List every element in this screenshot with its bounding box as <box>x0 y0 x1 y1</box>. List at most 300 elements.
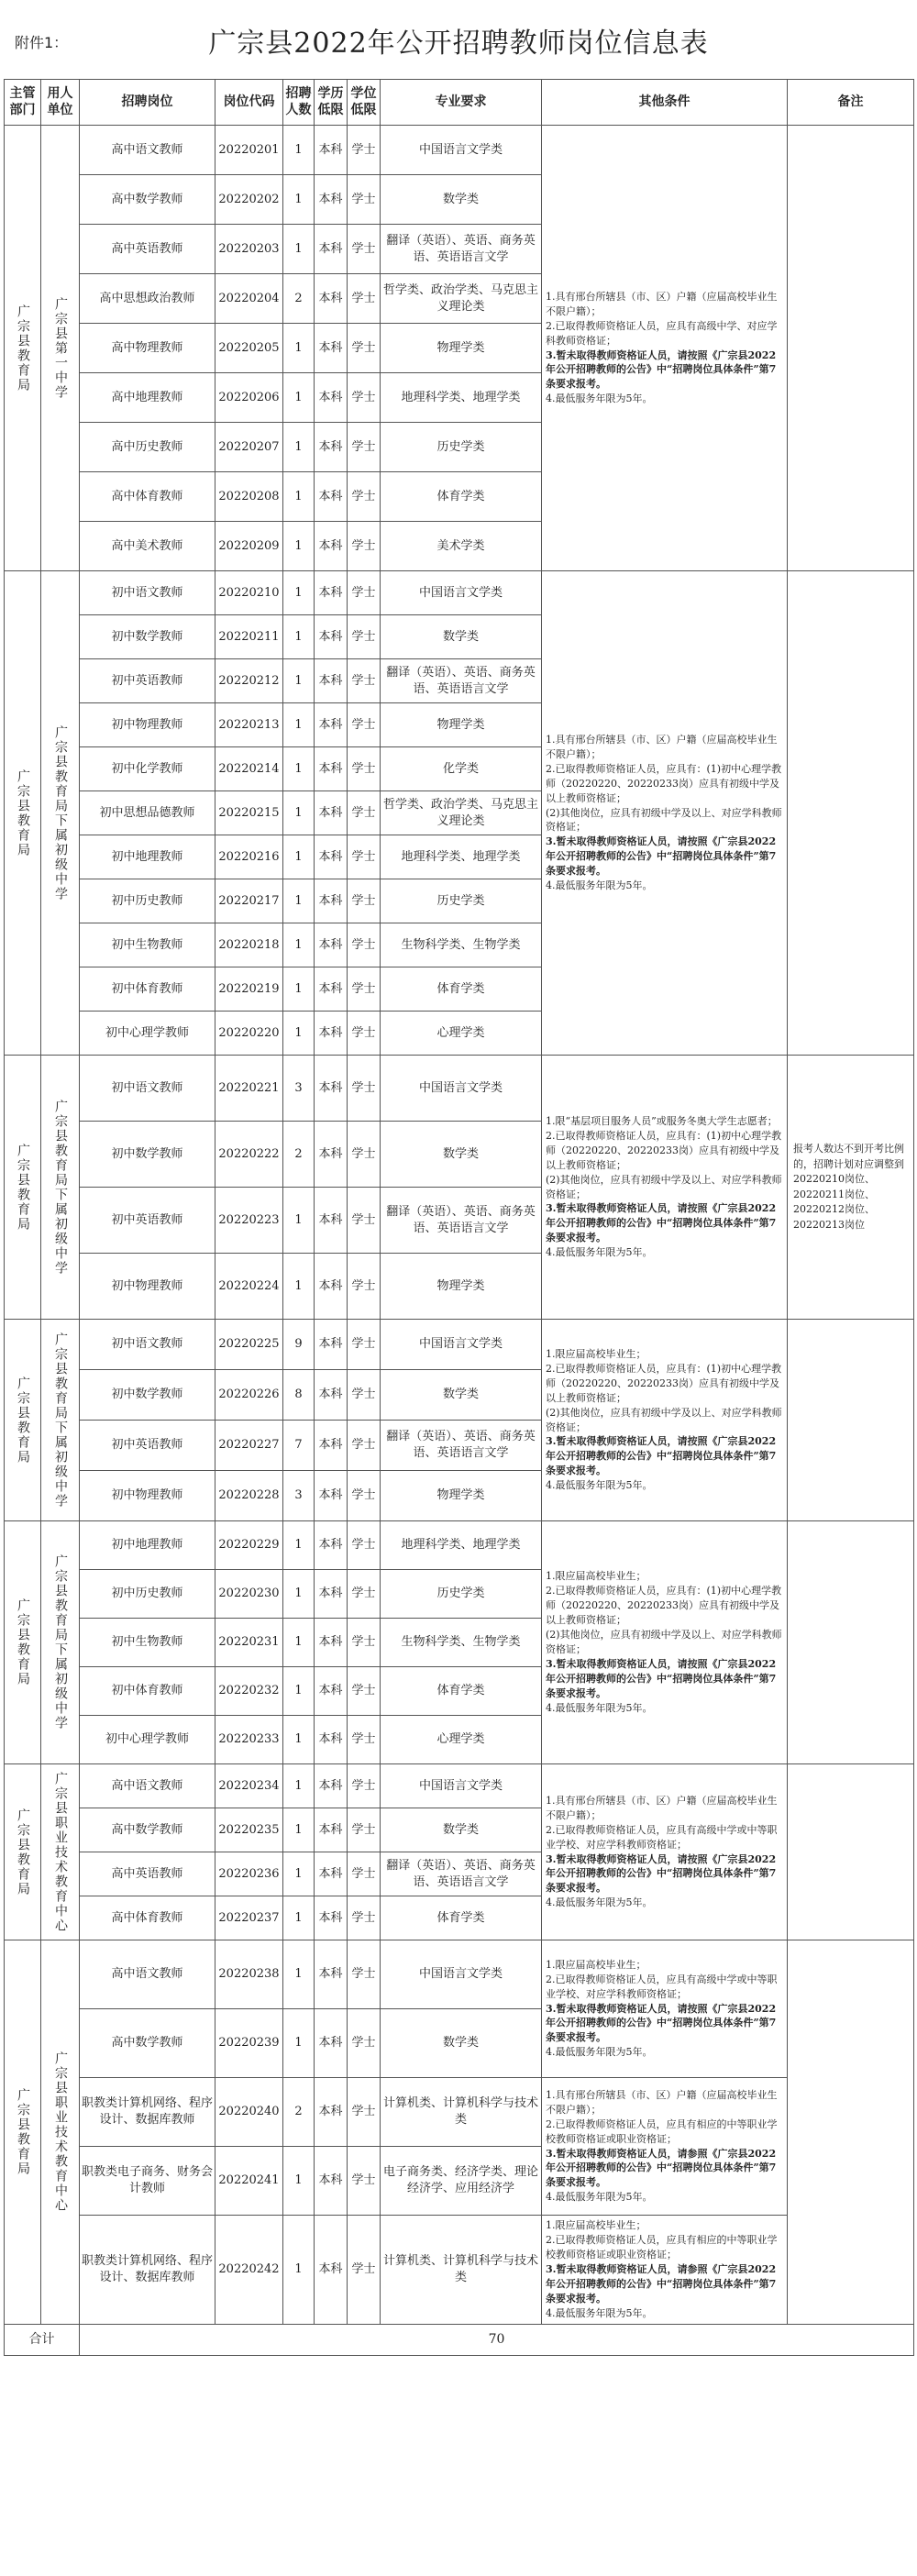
major-cell: 翻译（英语）、英语、商务英语、英语语言文学 <box>381 225 542 274</box>
condition-line: 4.最低服务年限为5年。 <box>546 1896 653 1909</box>
condition-line: 4.最低服务年限为5年。 <box>546 2191 653 2204</box>
deg-cell: 学士 <box>348 2216 381 2325</box>
post-cell: 高中体育教师 <box>80 1896 215 1940</box>
condition-cell <box>542 1056 788 1320</box>
condition-line: (2)其他岗位，应具有初级中学及以上、对应学科教师资格证； <box>546 806 782 834</box>
unit-cell <box>41 1521 80 1764</box>
dept-cell <box>5 571 41 1056</box>
condition-line: 3.暂未取得教师资格证人员，请参照《广宗县2022年公开招聘教师的公告》中“招聘岗位具体条件”第7条要求报考。 <box>546 2147 777 2189</box>
edu-cell: 本科 <box>315 835 348 879</box>
num-cell: 2 <box>283 1122 315 1188</box>
deg-cell: 学士 <box>348 373 381 423</box>
code-cell: 20220218 <box>215 923 283 967</box>
header-num: 招聘人数 <box>283 80 315 126</box>
deg-cell: 学士 <box>348 615 381 659</box>
note-cell <box>788 126 914 571</box>
recruitment-table <box>4 79 914 2356</box>
num-cell: 1 <box>283 225 315 274</box>
code-cell: 20220225 <box>215 1320 283 1370</box>
condition-cell <box>542 571 788 1056</box>
edu-cell: 本科 <box>315 2147 348 2216</box>
edu-cell: 本科 <box>315 1896 348 1940</box>
post-cell: 高中美术教师 <box>80 522 215 571</box>
post-cell: 高中体育教师 <box>80 472 215 522</box>
num-cell: 1 <box>283 2147 315 2216</box>
num-cell: 1 <box>283 1940 315 2009</box>
condition-cell <box>542 2078 788 2216</box>
major-cell: 中国语言文学类 <box>381 571 542 615</box>
post-cell: 高中物理教师 <box>80 324 215 373</box>
condition-line: 2.已取得教师资格证人员，应具有高级中学或中等职业学校、对应学科教师资格证； <box>546 1973 778 2000</box>
code-cell: 20220234 <box>215 1764 283 1808</box>
edu-cell: 本科 <box>315 2078 348 2147</box>
num-cell: 1 <box>283 703 315 747</box>
num-cell: 1 <box>283 615 315 659</box>
condition-line: 1.具有邢台所辖县（市、区）户籍（应届高校毕业生不限户籍）； <box>546 2088 778 2116</box>
code-cell: 20220236 <box>215 1852 283 1896</box>
code-cell: 20220213 <box>215 703 283 747</box>
edu-cell: 本科 <box>315 1421 348 1471</box>
post-cell: 初中历史教师 <box>80 879 215 923</box>
code-cell: 20220209 <box>215 522 283 571</box>
deg-cell: 学士 <box>348 1254 381 1320</box>
major-cell: 翻译（英语）、英语、商务英语、英语语言文学 <box>381 659 542 703</box>
table-row <box>5 1764 914 1808</box>
table-row <box>5 1940 914 2009</box>
dept-text: 广宗县教育局 <box>15 1808 30 1896</box>
header-note: 备注 <box>788 80 914 126</box>
condition-line: 4.最低服务年限为5年。 <box>546 2306 653 2319</box>
edu-cell: 本科 <box>315 1619 348 1667</box>
code-cell: 20220231 <box>215 1619 283 1667</box>
header-code: 岗位代码 <box>215 80 283 126</box>
attachment-label: 附件1： <box>15 34 69 51</box>
edu-cell: 本科 <box>315 1188 348 1254</box>
major-cell: 数学类 <box>381 1808 542 1852</box>
major-cell: 体育学类 <box>381 472 542 522</box>
num-cell: 1 <box>283 2009 315 2078</box>
edu-cell: 本科 <box>315 522 348 571</box>
code-cell: 20220224 <box>215 1254 283 1320</box>
deg-cell: 学士 <box>348 1619 381 1667</box>
major-cell: 心理学类 <box>381 1716 542 1764</box>
edu-cell: 本科 <box>315 225 348 274</box>
major-cell: 中国语言文学类 <box>381 1940 542 2009</box>
code-cell: 20220238 <box>215 1940 283 2009</box>
num-cell: 1 <box>283 1570 315 1619</box>
deg-cell: 学士 <box>348 967 381 1012</box>
major-cell: 翻译（英语）、英语、商务英语、英语语言文学 <box>381 1188 542 1254</box>
edu-cell: 本科 <box>315 1012 348 1056</box>
condition-line: 4.最低服务年限为5年。 <box>546 1479 653 1492</box>
num-cell: 1 <box>283 659 315 703</box>
dept-cell <box>5 1521 41 1764</box>
condition-line: 2.已取得教师资格证人员，应具有：(1)初中心理学教师（20220220、20220233岗）应具有初级中学及以上教师资格证； <box>546 1362 782 1404</box>
deg-cell: 学士 <box>348 2147 381 2216</box>
edu-cell: 本科 <box>315 2216 348 2325</box>
major-cell: 地理科学类、地理学类 <box>381 373 542 423</box>
major-cell: 历史学类 <box>381 423 542 472</box>
edu-cell: 本科 <box>315 1471 348 1521</box>
deg-cell: 学士 <box>348 879 381 923</box>
condition-line: 3.暂未取得教师资格证人员，请按照《广宗县2022年公开招聘教师的公告》中“招聘岗位具体条件”第7条要求报考。 <box>546 1202 777 1244</box>
edu-cell: 本科 <box>315 175 348 225</box>
edu-cell: 本科 <box>315 703 348 747</box>
post-cell: 职教类计算机网络、程序设计、数据库教师 <box>80 2078 215 2147</box>
table-row <box>5 1320 914 1370</box>
dept-text: 广宗县教育局 <box>15 1143 30 1232</box>
dept-text: 广宗县教育局 <box>15 2087 30 2176</box>
edu-cell: 本科 <box>315 879 348 923</box>
post-cell: 初中物理教师 <box>80 1471 215 1521</box>
major-cell: 体育学类 <box>381 1667 542 1716</box>
code-cell: 20220214 <box>215 747 283 791</box>
num-cell: 1 <box>283 324 315 373</box>
deg-cell: 学士 <box>348 659 381 703</box>
deg-cell: 学士 <box>348 522 381 571</box>
edu-cell: 本科 <box>315 1940 348 2009</box>
table-row <box>5 571 914 615</box>
deg-cell: 学士 <box>348 1056 381 1122</box>
dept-cell <box>5 1940 41 2325</box>
major-cell: 数学类 <box>381 175 542 225</box>
major-cell: 数学类 <box>381 615 542 659</box>
condition-line: 1.具有邢台所辖县（市、区）户籍（应届高校毕业生不限户籍）； <box>546 733 778 760</box>
edu-cell: 本科 <box>315 571 348 615</box>
num-cell: 1 <box>283 2216 315 2325</box>
header-cond: 其他条件 <box>542 80 788 126</box>
post-cell: 高中数学教师 <box>80 2009 215 2078</box>
note-cell <box>788 1320 914 1521</box>
edu-cell: 本科 <box>315 1370 348 1421</box>
dept-text: 广宗县教育局 <box>15 304 30 392</box>
code-cell: 20220239 <box>215 2009 283 2078</box>
edu-cell: 本科 <box>315 1716 348 1764</box>
edu-cell: 本科 <box>315 1056 348 1122</box>
edu-cell: 本科 <box>315 126 348 175</box>
condition-cell <box>542 126 788 571</box>
header-edu: 学历低限 <box>315 80 348 126</box>
num-cell: 1 <box>283 1012 315 1056</box>
code-cell: 20220242 <box>215 2216 283 2325</box>
code-cell: 20220223 <box>215 1188 283 1254</box>
major-cell: 电子商务类、经济学类、理论经济学、应用经济学 <box>381 2147 542 2216</box>
deg-cell: 学士 <box>348 1852 381 1896</box>
num-cell: 1 <box>283 1254 315 1320</box>
edu-cell: 本科 <box>315 1320 348 1370</box>
post-cell: 初中心理学教师 <box>80 1012 215 1056</box>
condition-line: 3.暂未取得教师资格证人员，请按照《广宗县2022年公开招聘教师的公告》中“招聘岗位具体条件”第7条要求报考。 <box>546 1657 777 1699</box>
major-cell: 数学类 <box>381 1370 542 1421</box>
condition-line: (2)其他岗位，应具有初级中学及以上、对应学科教师资格证； <box>546 1629 782 1655</box>
edu-cell: 本科 <box>315 423 348 472</box>
page-title: 广宗县2022年公开招聘教师岗位信息表 <box>208 28 709 60</box>
edu-cell: 本科 <box>315 967 348 1012</box>
deg-cell: 学士 <box>348 1370 381 1421</box>
post-cell: 初中英语教师 <box>80 1421 215 1471</box>
post-cell: 初中地理教师 <box>80 1521 215 1570</box>
post-cell: 初中体育教师 <box>80 1667 215 1716</box>
edu-cell: 本科 <box>315 615 348 659</box>
post-cell: 高中数学教师 <box>80 1808 215 1852</box>
post-cell: 初中英语教师 <box>80 1188 215 1254</box>
code-cell: 20220215 <box>215 791 283 835</box>
condition-line: (2)其他岗位，应具有初级中学及以上、对应学科教师资格证； <box>546 1173 782 1200</box>
deg-cell: 学士 <box>348 126 381 175</box>
dept-text: 广宗县教育局 <box>15 768 30 857</box>
condition-line: 1.限“基层项目服务人员”或服务冬奥大学生志愿者； <box>546 1114 778 1127</box>
condition-line: 1.限应届高校毕业生； <box>546 1347 646 1360</box>
major-cell: 历史学类 <box>381 1570 542 1619</box>
deg-cell: 学士 <box>348 1808 381 1852</box>
unit-text: 广宗县职业技术教育中心 <box>52 2051 68 2213</box>
major-cell: 地理科学类、地理学类 <box>381 1521 542 1570</box>
major-cell: 化学类 <box>381 747 542 791</box>
deg-cell: 学士 <box>348 1012 381 1056</box>
post-cell: 初中数学教师 <box>80 1370 215 1421</box>
edu-cell: 本科 <box>315 1254 348 1320</box>
dept-cell <box>5 1056 41 1320</box>
post-cell: 初中物理教师 <box>80 1254 215 1320</box>
post-cell: 初中化学教师 <box>80 747 215 791</box>
unit-cell <box>41 1056 80 1320</box>
condition-cell <box>542 1764 788 1940</box>
total-row <box>5 2324 914 2355</box>
unit-text: 广宗县职业技术教育中心 <box>52 1771 68 1933</box>
deg-cell: 学士 <box>348 423 381 472</box>
post-cell: 初中生物教师 <box>80 923 215 967</box>
edu-cell: 本科 <box>315 2009 348 2078</box>
header-unit: 用人单位 <box>41 80 80 126</box>
unit-text: 广宗县第一中学 <box>52 296 68 400</box>
post-cell: 高中语文教师 <box>80 1940 215 2009</box>
post-cell: 初中物理教师 <box>80 703 215 747</box>
num-cell: 7 <box>283 1421 315 1471</box>
code-cell: 20220220 <box>215 1012 283 1056</box>
edu-cell: 本科 <box>315 1667 348 1716</box>
major-cell: 物理学类 <box>381 703 542 747</box>
condition-line: 3.暂未取得教师资格证人员，请参照《广宗县2022年公开招聘教师的公告》中“招聘岗位具体条件”第7条要求报考。 <box>546 2262 777 2305</box>
code-cell: 20220235 <box>215 1808 283 1852</box>
condition-cell <box>542 1320 788 1521</box>
major-cell: 体育学类 <box>381 967 542 1012</box>
deg-cell: 学士 <box>348 225 381 274</box>
deg-cell: 学士 <box>348 835 381 879</box>
condition-line: 1.具有邢台所辖县（市、区）户籍（应届高校毕业生不限户籍）； <box>546 290 778 317</box>
dept-cell <box>5 126 41 571</box>
table-row <box>5 126 914 175</box>
condition-line: 4.最低服务年限为5年。 <box>546 1701 653 1714</box>
note-cell: 报考人数达不到开考比例的，招聘计划对应调整到20220210岗位、20220211岗位、20220212岗位、20220213岗位 <box>788 1056 914 1320</box>
post-cell: 高中历史教师 <box>80 423 215 472</box>
edu-cell: 本科 <box>315 274 348 324</box>
post-cell: 高中数学教师 <box>80 175 215 225</box>
num-cell: 3 <box>283 1056 315 1122</box>
num-cell: 2 <box>283 2078 315 2147</box>
num-cell: 1 <box>283 571 315 615</box>
post-cell: 高中地理教师 <box>80 373 215 423</box>
table-row <box>5 1056 914 1122</box>
condition-line: 4.最低服务年限为5年。 <box>546 879 653 892</box>
code-cell: 20220217 <box>215 879 283 923</box>
code-cell: 20220201 <box>215 126 283 175</box>
major-cell: 计算机类、计算机科学与技术类 <box>381 2216 542 2325</box>
dept-text: 广宗县教育局 <box>15 1376 30 1465</box>
num-cell: 8 <box>283 1370 315 1421</box>
code-cell: 20220205 <box>215 324 283 373</box>
code-cell: 20220232 <box>215 1667 283 1716</box>
table-row <box>5 2216 914 2325</box>
major-cell: 物理学类 <box>381 324 542 373</box>
post-cell: 高中英语教师 <box>80 225 215 274</box>
major-cell: 物理学类 <box>381 1254 542 1320</box>
code-cell: 20220221 <box>215 1056 283 1122</box>
num-cell: 1 <box>283 1619 315 1667</box>
note-cell <box>788 1764 914 1940</box>
deg-cell: 学士 <box>348 1471 381 1521</box>
condition-line: 3.暂未取得教师资格证人员，请按照《广宗县2022年公开招聘教师的公告》中“招聘岗位具体条件”第7条要求报考。 <box>546 835 777 878</box>
condition-line: 2.已取得教师资格证人员，应具有相应的中等职业学校教师资格证或职业资格证； <box>546 2233 778 2261</box>
code-cell: 20220210 <box>215 571 283 615</box>
condition-line: 2.已取得教师资格证人员，应具有高级中学或中等职业学校、对应学科教师资格证； <box>546 1823 778 1851</box>
unit-cell <box>41 571 80 1056</box>
post-cell: 初中心理学教师 <box>80 1716 215 1764</box>
num-cell: 1 <box>283 835 315 879</box>
header-post: 招聘岗位 <box>80 80 215 126</box>
post-cell: 初中英语教师 <box>80 659 215 703</box>
post-cell: 初中语文教师 <box>80 1056 215 1122</box>
condition-line: 2.已取得教师资格证人员，应具有：(1)初中心理学教师（20220220、20220233岗）应具有初级中学及以上教师资格证； <box>546 762 782 804</box>
edu-cell: 本科 <box>315 373 348 423</box>
note-cell <box>788 1940 914 2325</box>
deg-cell: 学士 <box>348 571 381 615</box>
deg-cell: 学士 <box>348 791 381 835</box>
unit-cell <box>41 1320 80 1521</box>
major-cell: 美术学类 <box>381 522 542 571</box>
condition-line: 2.已取得教师资格证人员，应具有高级中学、对应学科教师资格证； <box>546 319 778 347</box>
deg-cell: 学士 <box>348 175 381 225</box>
code-cell: 20220202 <box>215 175 283 225</box>
major-cell: 物理学类 <box>381 1471 542 1521</box>
num-cell: 1 <box>283 1764 315 1808</box>
condition-line: 1.限应届高校毕业生； <box>546 2219 646 2231</box>
code-cell: 20220240 <box>215 2078 283 2147</box>
major-cell: 生物科学类、生物学类 <box>381 1619 542 1667</box>
num-cell: 1 <box>283 126 315 175</box>
post-cell: 初中体育教师 <box>80 967 215 1012</box>
deg-cell: 学士 <box>348 703 381 747</box>
post-cell: 高中思想政治教师 <box>80 274 215 324</box>
deg-cell: 学士 <box>348 1188 381 1254</box>
num-cell: 9 <box>283 1320 315 1370</box>
major-cell: 翻译（英语）、英语、商务英语、英语语言文学 <box>381 1852 542 1896</box>
code-cell: 20220212 <box>215 659 283 703</box>
code-cell: 20220206 <box>215 373 283 423</box>
num-cell: 1 <box>283 747 315 791</box>
code-cell: 20220237 <box>215 1896 283 1940</box>
num-cell: 1 <box>283 923 315 967</box>
code-cell: 20220226 <box>215 1370 283 1421</box>
unit-cell <box>41 1764 80 1940</box>
code-cell: 20220207 <box>215 423 283 472</box>
num-cell: 1 <box>283 175 315 225</box>
post-cell: 初中历史教师 <box>80 1570 215 1619</box>
post-cell: 初中数学教师 <box>80 615 215 659</box>
edu-cell: 本科 <box>315 747 348 791</box>
edu-cell: 本科 <box>315 472 348 522</box>
unit-text: 广宗县教育局下属初级中学 <box>52 1554 68 1730</box>
major-cell: 地理科学类、地理学类 <box>381 835 542 879</box>
post-cell: 职教类计算机网络、程序设计、数据库教师 <box>80 2216 215 2325</box>
edu-cell: 本科 <box>315 1764 348 1808</box>
code-cell: 20220222 <box>215 1122 283 1188</box>
condition-cell <box>542 1521 788 1764</box>
total-label: 合计 <box>5 2324 80 2355</box>
deg-cell: 学士 <box>348 274 381 324</box>
major-cell: 体育学类 <box>381 1896 542 1940</box>
post-cell: 初中语文教师 <box>80 1320 215 1370</box>
condition-line: 2.已取得教师资格证人员，应具有相应的中等职业学校教师资格证或职业资格证； <box>546 2117 778 2145</box>
condition-line: 3.暂未取得教师资格证人员，请按照《广宗县2022年公开招聘教师的公告》中“招聘岗位具体条件”第7条要求报考。 <box>546 1852 777 1895</box>
deg-cell: 学士 <box>348 1320 381 1370</box>
num-cell: 1 <box>283 791 315 835</box>
deg-cell: 学士 <box>348 747 381 791</box>
condition-line: 1.限应届高校毕业生； <box>546 1570 646 1583</box>
post-cell: 初中思想品德教师 <box>80 791 215 835</box>
condition-line: 3.暂未取得教师资格证人员，请按照《广宗县2022年公开招聘教师的公告》中“招聘岗位具体条件”第7条要求报考。 <box>546 1435 777 1477</box>
condition-line: 4.最低服务年限为5年。 <box>546 2046 653 2059</box>
num-cell: 1 <box>283 522 315 571</box>
edu-cell: 本科 <box>315 1122 348 1188</box>
post-cell: 高中语文教师 <box>80 126 215 175</box>
num-cell: 1 <box>283 423 315 472</box>
edu-cell: 本科 <box>315 1852 348 1896</box>
num-cell: 1 <box>283 1808 315 1852</box>
major-cell: 中国语言文学类 <box>381 1056 542 1122</box>
deg-cell: 学士 <box>348 2078 381 2147</box>
edu-cell: 本科 <box>315 1808 348 1852</box>
major-cell: 翻译（英语）、英语、商务英语、英语语言文学 <box>381 1421 542 1471</box>
unit-text: 广宗县教育局下属初级中学 <box>52 1332 68 1509</box>
edu-cell: 本科 <box>315 324 348 373</box>
major-cell: 哲学类、政治学类、马克思主义理论类 <box>381 274 542 324</box>
condition-line: 1.具有邢台所辖县（市、区）户籍（应届高校毕业生不限户籍）； <box>546 1794 778 1821</box>
header-dept: 主管部门 <box>5 80 41 126</box>
dept-cell <box>5 1320 41 1521</box>
edu-cell: 本科 <box>315 791 348 835</box>
condition-line: (2)其他岗位，应具有初级中学及以上、对应学科教师资格证； <box>546 1406 782 1433</box>
unit-cell <box>41 126 80 571</box>
code-cell: 20220228 <box>215 1471 283 1521</box>
major-cell: 计算机类、计算机科学与技术类 <box>381 2078 542 2147</box>
deg-cell: 学士 <box>348 2009 381 2078</box>
dept-text: 广宗县教育局 <box>15 1598 30 1686</box>
condition-cell <box>542 1940 788 2078</box>
post-cell: 职教类电子商务、财务会计教师 <box>80 2147 215 2216</box>
post-cell: 高中英语教师 <box>80 1852 215 1896</box>
deg-cell: 学士 <box>348 472 381 522</box>
major-cell: 数学类 <box>381 2009 542 2078</box>
condition-line: 3.暂未取得教师资格证人员，请按照《广宗县2022年公开招聘教师的公告》中“招聘岗位具体条件”第7条要求报考。 <box>546 2002 777 2044</box>
edu-cell: 本科 <box>315 659 348 703</box>
code-cell: 20220211 <box>215 615 283 659</box>
deg-cell: 学士 <box>348 1421 381 1471</box>
major-cell: 历史学类 <box>381 879 542 923</box>
num-cell: 1 <box>283 1896 315 1940</box>
note-cell <box>788 1521 914 1764</box>
code-cell: 20220216 <box>215 835 283 879</box>
num-cell: 1 <box>283 1716 315 1764</box>
